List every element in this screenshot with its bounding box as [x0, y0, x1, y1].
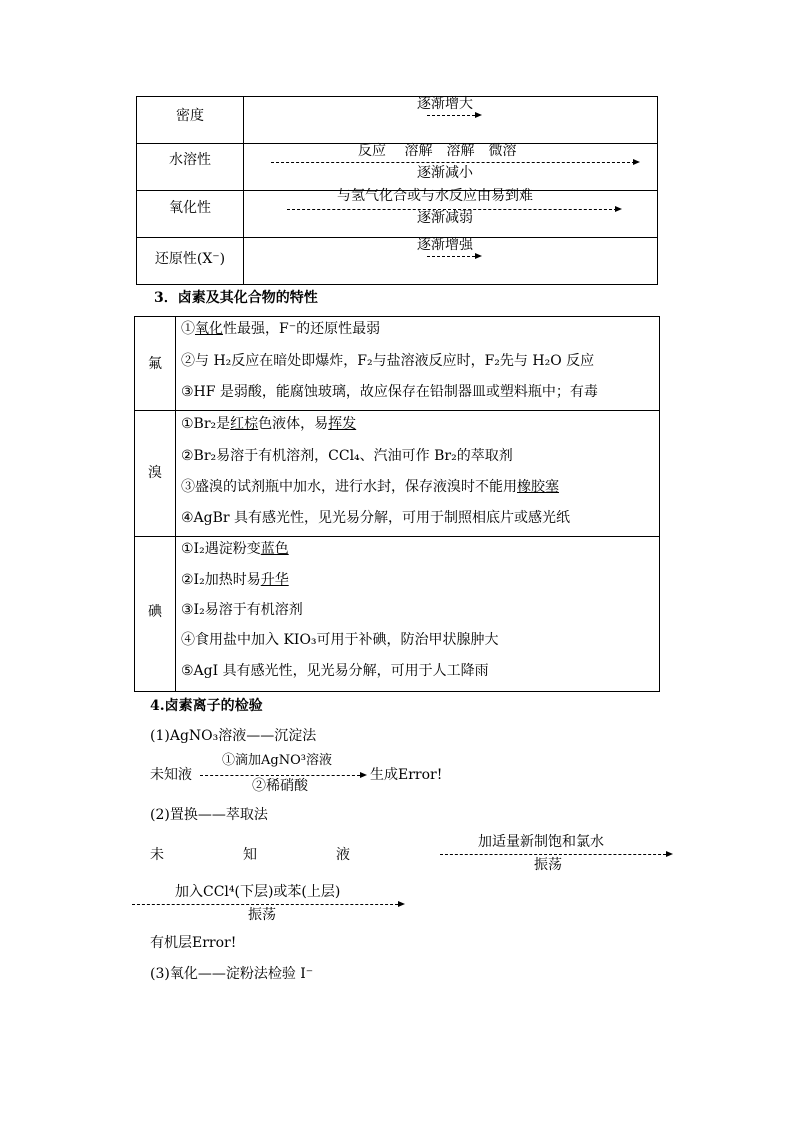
section-fluorine: [135, 317, 659, 411]
method-title: (3)氧化——淀粉法检验 I⁻: [150, 966, 314, 982]
arrow-head-icon: [475, 112, 482, 118]
halogen-trend-table: [136, 96, 658, 285]
section-bromine: [135, 411, 659, 537]
method2-char: 未: [150, 847, 164, 863]
section-title: 3．卤素及其化合物的特性: [154, 290, 318, 306]
table-row-solubility: [137, 144, 657, 191]
element-label: 碘: [148, 604, 162, 620]
arrow-head-icon: [633, 159, 640, 165]
arrow-head-icon: [475, 253, 482, 259]
trend-below: 逐渐减小: [417, 165, 473, 181]
table-row-density: [137, 97, 657, 144]
row-label: 水溶性: [169, 152, 211, 168]
method2-arrow-line-2: [132, 904, 398, 905]
trend-above: 逐渐增强: [417, 237, 473, 253]
property-line: ①Br₂是红棕色液体，易挥发: [181, 416, 357, 432]
row-label: 还原性(X⁻): [154, 251, 226, 267]
row-label: 氧化性: [169, 200, 211, 216]
trend-above: 逐渐增大: [417, 96, 473, 112]
method2-above-1: 加适量新制饱和氯水: [478, 834, 604, 850]
method2-arrow-line-1: [440, 854, 666, 855]
row-label: 密度: [176, 108, 204, 124]
method1-arrow-line: [200, 775, 360, 776]
arrow-head-icon: [360, 772, 367, 778]
arrow-head-icon: [615, 206, 622, 212]
method1-start: 未知液: [150, 767, 192, 783]
property-line: ②与 H₂反应在暗处即爆炸，F₂与盐溶液反应时，F₂先与 H₂O 反应: [181, 353, 595, 369]
method1-below: ②稀硝酸: [252, 778, 308, 794]
property-line: ①I₂遇淀粉变蓝色: [181, 541, 289, 557]
property-line: ①氧化性最强，F⁻的还原性最弱: [181, 321, 381, 337]
element-label: 溴: [148, 465, 162, 481]
section-title: 4.卤素离子的检验: [150, 698, 263, 714]
table-row-reducing: [137, 238, 657, 284]
method1-above: ①滴加AgNO³溶液: [222, 753, 332, 768]
method2-above-2: 加入CCl⁴(下层)或苯(上层): [175, 884, 341, 900]
trend-below: 逐渐减弱: [417, 210, 473, 226]
property-line: ②I₂加热时易升华: [181, 572, 289, 588]
trend-above: 反应 溶解 溶解 微溶: [358, 143, 517, 159]
method2-below-1: 振荡: [534, 857, 562, 873]
answer-blank: 橡胶塞: [517, 479, 559, 495]
trend-arrow-line: [271, 162, 635, 163]
section-iodine: [135, 537, 659, 691]
arrow-head-icon: [398, 901, 405, 907]
method2-below-2: 振荡: [248, 907, 276, 923]
method2-result: 有机层Error!: [150, 935, 237, 951]
answer-blank: 氧化: [195, 321, 223, 337]
element-label: 氟: [148, 356, 162, 372]
property-line: ③I₂易溶于有机溶剂: [181, 602, 303, 618]
property-line: ⑤AgI 具有感光性，见光易分解，可用于人工降雨: [181, 663, 489, 679]
property-line: ②Br₂易溶于有机溶剂，CCl₄、汽油可作 Br₂的萃取剂: [181, 448, 513, 464]
answer-blank: 挥发: [328, 416, 357, 432]
answer-blank: 蓝色: [260, 541, 289, 557]
trend-arrow-line: [427, 256, 475, 257]
method2-char: 液: [336, 847, 350, 863]
method2-char: 知: [243, 847, 257, 863]
answer-blank: 升华: [260, 572, 289, 588]
method-title: (1)AgNO₃溶液——沉淀法: [150, 728, 317, 744]
property-line: ③HF 是弱酸，能腐蚀玻璃，故应保存在铅制器皿或塑料瓶中；有毒: [181, 384, 598, 400]
property-line: ④AgBr 具有感光性，见光易分解，可用于制照相底片或感光纸: [181, 510, 571, 526]
answer-blank: 红棕: [230, 416, 259, 432]
halogen-properties-table: [134, 316, 660, 692]
property-line: ③盛溴的试剂瓶中加水，进行水封，保存液溴时不能用橡胶塞: [181, 479, 559, 495]
trend-arrow-line: [427, 115, 475, 116]
arrow-head-icon: [666, 851, 673, 857]
property-line: ④食用盐中加入 KIO₃可用于补碘，防治甲状腺肿大: [181, 632, 499, 648]
trend-above: 与氢气化合或与水反应由易到难: [337, 188, 533, 204]
table-row-oxidizing: [137, 188, 657, 238]
method1-result: 生成Error!: [370, 767, 443, 783]
method-title: (2)置换——萃取法: [150, 807, 268, 823]
